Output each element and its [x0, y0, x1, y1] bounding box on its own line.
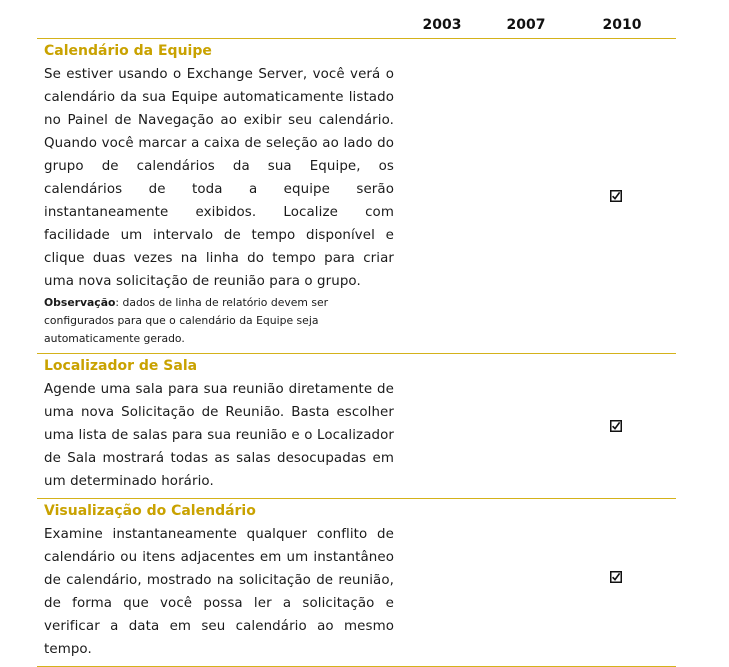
row-title: Visualização do Calendário [44, 503, 256, 519]
checkbox-checked-icon [610, 420, 622, 432]
table-row-calendario-equipe [37, 39, 676, 354]
column-header-2007: 2007 [506, 17, 546, 33]
note-label: Observação [44, 296, 116, 309]
table-row-localizador-sala [37, 354, 676, 499]
table-header [37, 0, 676, 39]
note-text: : dados de linha de relatório devem ser configurados para que o calendário da Equipe seja automaticamente gerado. [44, 296, 329, 345]
row-note [44, 294, 396, 348]
row-description: Se estiver usando o Exchange Server, você verá o calendário da sua Equipe automaticamente listado no Painel de Navegação ao exibir seu calendário. Quando você marcar a caixa de seleção ao lado do grupo de calendários da sua Equipe, os calendários de toda a equipe serão instantaneamente exibidos. Localize com facilidade um intervalo de tempo disponível e clique duas vezes na linha do tempo para criar uma nova solicitação de reunião para o grupo. [44, 67, 394, 289]
column-header-2003: 2003 [422, 17, 462, 33]
checkbox-checked-icon [610, 571, 622, 583]
table-row-visualizacao-calendario [37, 499, 676, 667]
row-description: Agende uma sala para sua reunião diretamente de uma nova Solicitação de Reunião. Basta escolher uma lista de salas para sua reunião e o Localizador de Sala mostrará todas as salas desocupadas em um determinado horário. [44, 382, 394, 489]
row-description: Examine instantaneamente qualquer conflito de calendário ou itens adjacentes em um instantâneo de calendário, mostrado na solicitação de reunião, de forma que você possa ler a solicitação e verificar a data em seu calendário ao mesmo tempo. [44, 527, 394, 657]
row-title: Calendário da Equipe [44, 43, 212, 59]
row-title: Localizador de Sala [44, 358, 198, 374]
column-header-2010: 2010 [602, 17, 642, 33]
checkbox-checked-icon [610, 190, 622, 202]
feature-comparison-table [37, 0, 676, 667]
